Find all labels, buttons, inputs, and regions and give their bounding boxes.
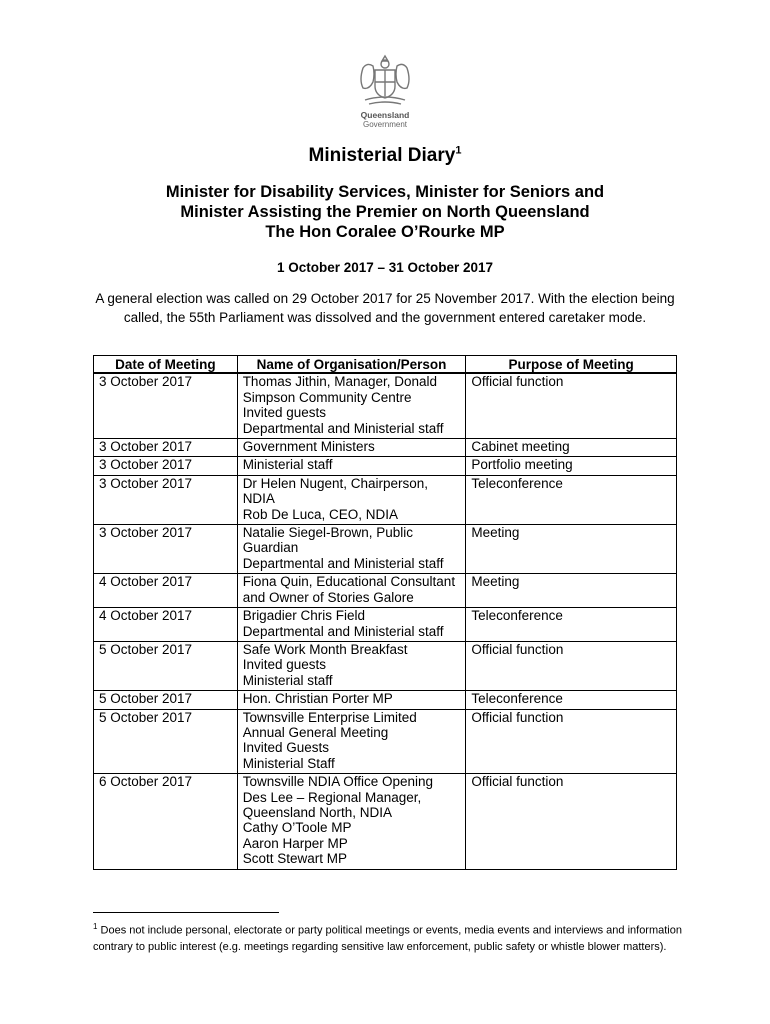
table-row xyxy=(94,574,677,608)
attendee-line: Departmental and Ministerial staff xyxy=(242,555,444,571)
title-footnote-ref[interactable]: 1 xyxy=(455,144,462,157)
queensland-government-logo xyxy=(350,52,420,132)
header-name: Name of Organisation/Person xyxy=(237,356,466,374)
cell-purpose: Official function xyxy=(466,709,677,774)
meetings-table xyxy=(93,355,677,870)
cell-date: 4 October 2017 xyxy=(94,608,238,642)
attendee-line: Des Lee – Regional Manager, Queensland North, NDIA xyxy=(242,789,422,820)
cell-purpose: Meeting xyxy=(466,574,677,608)
table-row xyxy=(94,641,677,690)
attendee-line: Departmental and Ministerial staff xyxy=(242,420,444,436)
cell-purpose: Official function xyxy=(466,774,677,869)
attendee-line: Ministerial Staff xyxy=(242,755,335,771)
attendee-line: Invited Guests xyxy=(242,740,329,756)
footnote xyxy=(93,919,683,956)
footnote-marker: 1 xyxy=(93,922,98,931)
cell-date: 4 October 2017 xyxy=(94,574,238,608)
cell-purpose: Meeting xyxy=(466,525,677,574)
attendee-line: Cathy O’Toole MP xyxy=(242,820,352,836)
attendee-line: Rob De Luca, CEO, NDIA xyxy=(242,506,398,522)
cell-date: 3 October 2017 xyxy=(94,525,238,574)
cell-purpose: Portfolio meeting xyxy=(466,457,677,475)
cell-date: 5 October 2017 xyxy=(94,641,238,690)
cell-date: 3 October 2017 xyxy=(94,439,238,457)
attendee-line: Thomas Jithin, Manager, Donald Simpson Community Centre xyxy=(242,374,438,405)
cell-names xyxy=(237,641,466,690)
logo-government-text: Government xyxy=(362,120,408,129)
cell-names xyxy=(237,373,466,438)
cell-names xyxy=(237,574,466,608)
attendee-line: Dr Helen Nugent, Chairperson, NDIA xyxy=(242,475,429,507)
cell-purpose: Cabinet meeting xyxy=(466,439,677,457)
table-row xyxy=(94,373,677,438)
page-title xyxy=(0,145,770,167)
cell-purpose: Official function xyxy=(466,373,677,438)
coat-of-arms-icon xyxy=(355,52,415,110)
cell-names xyxy=(237,691,466,709)
table-header-row xyxy=(94,356,677,374)
cell-names xyxy=(237,439,466,457)
cell-names xyxy=(237,525,466,574)
attendee-line: Scott Stewart MP xyxy=(242,851,347,867)
table-row xyxy=(94,709,677,774)
header-purpose: Purpose of Meeting xyxy=(466,356,677,374)
minister-subtitle xyxy=(0,182,770,242)
attendee-line: Government Ministers xyxy=(242,439,375,455)
cell-date: 5 October 2017 xyxy=(94,709,238,774)
attendee-line: Invited guests xyxy=(242,405,326,421)
table-row xyxy=(94,774,677,869)
cell-purpose: Teleconference xyxy=(466,608,677,642)
cell-date: 3 October 2017 xyxy=(94,475,238,524)
cell-names xyxy=(237,709,466,774)
attendee-line: Ministerial staff xyxy=(242,457,333,473)
cell-names xyxy=(237,475,466,524)
table-row xyxy=(94,439,677,457)
cell-names xyxy=(237,774,466,869)
attendee-line: Natalie Siegel-Brown, Public Guardian xyxy=(242,525,414,556)
attendee-line: Hon. Christian Porter MP xyxy=(242,691,393,707)
cell-purpose: Teleconference xyxy=(466,691,677,709)
attendee-line: Invited guests xyxy=(242,657,326,673)
attendee-line: Brigadier Chris Field xyxy=(242,608,365,624)
footnote-text: Does not include personal, electorate or party political meetings or events, media events and interviews and information contrary to public interest (e.g. meetings regarding sensitive law enforcement, public safety or whistle blower matters). xyxy=(93,924,682,954)
cell-date: 5 October 2017 xyxy=(94,691,238,709)
table-row xyxy=(94,457,677,475)
attendee-line: Townsville Enterprise Limited Annual General Meeting xyxy=(242,709,417,740)
attendee-line: Ministerial staff xyxy=(242,672,333,688)
table-row xyxy=(94,691,677,709)
logo-queensland-text: Queensland xyxy=(360,110,410,120)
subtitle-line-1: Minister for Disability Services, Minister for Seniors and xyxy=(165,183,605,201)
attendee-line: Aaron Harper MP xyxy=(242,835,348,851)
subtitle-line-3: The Hon Coralee O’Rourke MP xyxy=(265,223,505,241)
attendee-line: Safe Work Month Breakfast xyxy=(242,641,408,657)
cell-date: 3 October 2017 xyxy=(94,457,238,475)
table-row xyxy=(94,608,677,642)
header-date: Date of Meeting xyxy=(94,356,238,374)
cell-purpose: Teleconference xyxy=(466,475,677,524)
cell-date: 3 October 2017 xyxy=(94,373,238,438)
table-row xyxy=(94,475,677,524)
attendee-line: Departmental and Ministerial staff xyxy=(242,623,444,639)
table-row xyxy=(94,525,677,574)
cell-date: 6 October 2017 xyxy=(94,774,238,869)
intro-paragraph: A general election was called on 29 October 2017 for 25 November 2017. With the election being called, the 55th Parliament was dissolved and the government entered caretaker mode. xyxy=(95,291,675,325)
footnote-divider xyxy=(93,912,279,913)
date-range: 1 October 2017 – 31 October 2017 xyxy=(276,260,494,275)
page-title-text: Ministerial Diary xyxy=(308,145,456,166)
subtitle-line-2: Minister Assisting the Premier on North Queensland xyxy=(180,203,590,221)
attendee-line: Fiona Quin, Educational Consultant and Owner of Stories Galore xyxy=(242,574,456,605)
attendee-line: Townsville NDIA Office Opening xyxy=(242,774,434,790)
cell-names xyxy=(237,457,466,475)
cell-names xyxy=(237,608,466,642)
cell-purpose: Official function xyxy=(466,641,677,690)
